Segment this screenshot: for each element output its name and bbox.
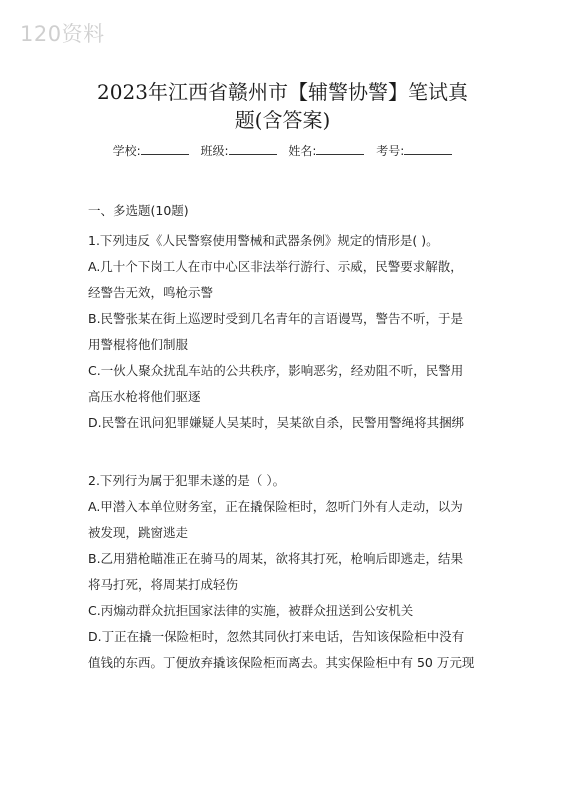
option-b-line-2: 用警棍将他们制服 (88, 337, 189, 352)
watermark-logo: 120资料 (20, 22, 105, 46)
document-body (88, 198, 493, 676)
option-a-line-2: 经警告无效，鸣枪示警 (88, 285, 214, 300)
option-d-line-1: D.民警在讯问犯罪嫌疑人吴某时，吴某欲自杀，民警用警绳将其捆绑 (88, 415, 465, 430)
option-c-line-1: C.丙煽动群众抗拒国家法律的实施，被群众扭送到公安机关 (88, 603, 414, 618)
field-exam-number-blank (404, 143, 452, 155)
question-spacer (88, 436, 493, 468)
option-c-line-2: 高压水枪将他们驱逐 (88, 389, 201, 404)
field-name-blank (316, 143, 364, 155)
option-a-line-2: 被发现，跳窗逃走 (88, 525, 189, 540)
option-d-line-1: D.丁正在撬一保险柜时，忽然其同伙打来电话，告知该保险柜中没有 (88, 629, 465, 644)
section-heading: 一、多选题(10题) (88, 203, 189, 218)
option-b-line-1: B.民警张某在街上巡逻时受到几名青年的言语谩骂，警告不听，于是 (88, 311, 464, 326)
field-class (201, 142, 277, 159)
option-a-line-1: A.甲潜入本单位财务室，正在撬保险柜时，忽听门外有人走动，以为 (88, 499, 463, 514)
question-2 (88, 468, 493, 676)
field-class-blank (229, 143, 277, 155)
question-stem: 1.下列违反《人民警察使用警械和武器条例》规定的情形是( )。 (88, 233, 439, 248)
question-1 (88, 228, 493, 436)
field-school (113, 142, 189, 159)
option-b-line-2: 将马打死，将周某打成轻伤 (88, 577, 239, 592)
title-line-2: 题(含答案) (234, 108, 331, 132)
student-info-fields (0, 142, 565, 159)
option-a-line-1: A.几十个下岗工人在市中心区非法举行游行、示威，民警要求解散， (88, 259, 463, 274)
title-line-1: 2023年江西省赣州市【辅警协警】笔试真 (97, 80, 468, 104)
question-stem: 2.下列行为属于犯罪未遂的是（ ）。 (88, 473, 286, 488)
field-class-label: 班级: (200, 144, 229, 158)
document-title (60, 78, 505, 134)
field-name-label: 姓名: (288, 144, 317, 158)
field-school-label: 学校: (112, 144, 141, 158)
field-name (288, 142, 364, 159)
field-exam-number-label: 考号: (376, 144, 405, 158)
field-school-blank (141, 143, 189, 155)
option-b-line-1: B.乙用猎枪瞄准正在骑马的周某，欲将其打死，枪响后即逃走，结果 (88, 551, 464, 566)
option-c-line-1: C.一伙人聚众扰乱车站的公共秩序，影响恶劣，经劝阻不听，民警用 (88, 363, 464, 378)
option-d-line-2: 值钱的东西。丁便放弃撬该保险柜而离去。其实保险柜中有 50 万元现 (88, 655, 475, 670)
field-exam-number (376, 142, 452, 159)
